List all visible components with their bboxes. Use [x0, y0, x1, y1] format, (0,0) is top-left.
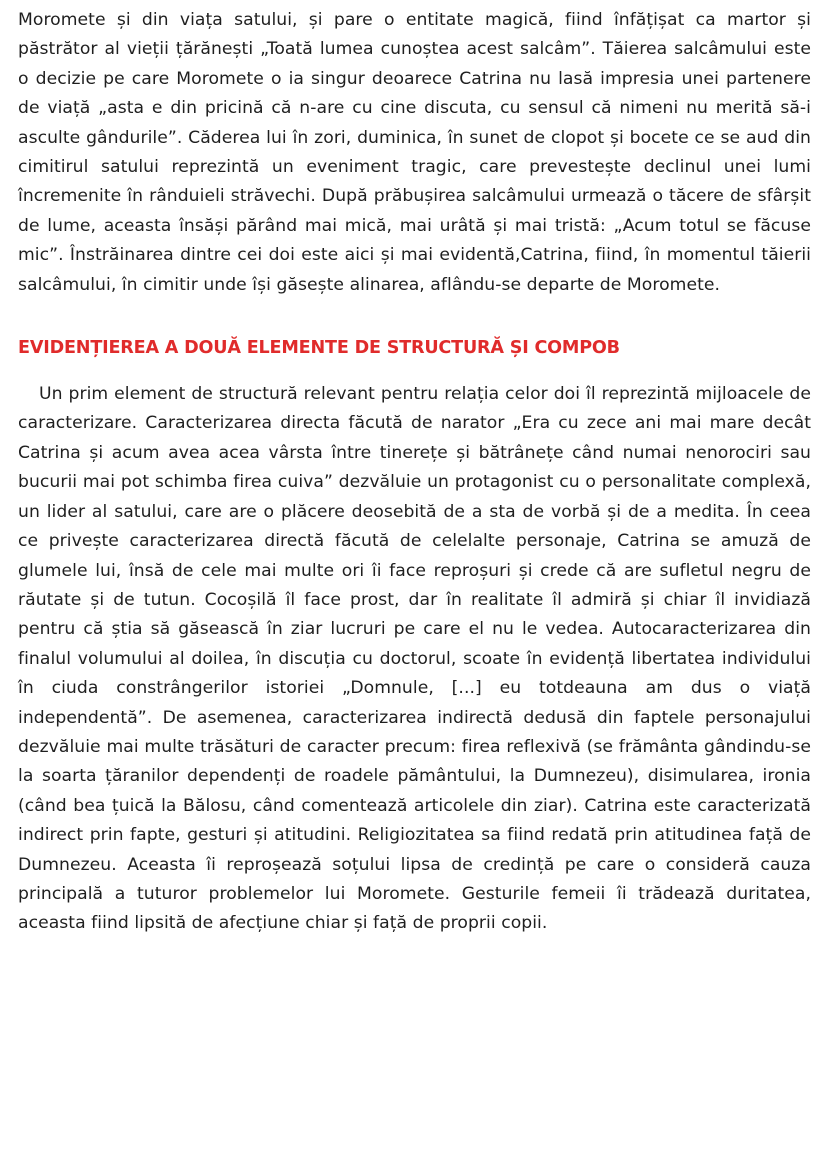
paragraph-2: Un prim element de structură relevant pentru relația celor doi îl reprezintă mijloacele de caracterizare. Caracterizarea directa făcută de narator „Era cu zece ani mai mare decât Catrina și acum avea acea vârsta între tinerețe și bătrânețe când numai nenorociri sau bucurii mai pot schimba firea cuiva” dezvăluie un protagonist cu o personalitate complexă, un lider al satului, care are o plăcere deosebită de a sta de vorbă și de a medita. În ceea ce privește caracterizarea directă făcută de celelalte personaje, Catrina se amuză de glumele lui, însă de cele mai multe ori îi face reproșuri și crede că are sufletul negru de răutate și de tutun. Cocoșilă îl face prost, dar în realitate îl admiră și chiar îl invidiază pentru că știa să găsească în ziar lucruri pe care el nu le vedea. Autocaracterizarea din finalul volumului al doilea, în discuția cu doctorul, scoate în evidență libertatea individului în ciuda constrângerilor istoriei „Domnule, [...] eu totdeauna am dus o viață independentă”. De asemenea, caracterizarea indirectă dedusă din faptele personajului dezvăluie mai multe trăsături de caracter precum: firea reflexivă (se frământa gândindu-se la soarta țăranilor dependenți de roadele pământului, la Dumnezeu), disimularea, ironia (când bea țuică la Bălosu, când comentează articolele din ziar). Catrina este caracterizată indirect prin fapte, gesturi și atitudini. Religiozitatea sa fiind redată prin atitudinea față de Dumnezeu. Aceasta îi reproșează soțului lipsa de credință pe care o consideră cauza principală a tuturor problemelor lui Moromete. Gesturile femeii îi trădează duritatea, aceasta fiind lipsită de afecțiune chiar și față de proprii copii.: [18, 384, 811, 934]
section-heading: EVIDENȚIEREA A DOUĂ ELEMENTE DE STRUCTURĂ ȘI COMPOB: [18, 338, 620, 359]
document-page: [18, 6, 811, 939]
paragraph-1: Moromete și din viața satului, și pare o entitate magică, fiind înfățișat ca martor și păstrător al vieții țărănești „Toată lumea cunoștea acest salcâm”. Tăierea salcâmului este o decizie pe care Moromete o ia singur deoarece Catrina nu lasă impresia unei partenere de viață „asta e din pricină că n-are cu cine discuta, cu sensul că nimeni nu merită să-i asculte gândurile”. Căderea lui în zori, duminica, în sunet de clopot și bocete ce se aud din cimitirul satului reprezintă un eveniment tragic, care prevestește declinul unei lumi încremenite în rânduieli străvechi. După prăbușirea salcâmului urmează o tăcere de sfârșit de lume, aceasta însăși părând mai mică, mai urâtă și mai tristă: „Acum totul se făcuse mic”. Înstrăinarea dintre cei doi este aici și mai evidentă,Catrina, fiind, în momentul tăierii salcâmului, în cimitir unde își găsește alinarea, aflându-se departe de Moromete.: [18, 10, 811, 295]
